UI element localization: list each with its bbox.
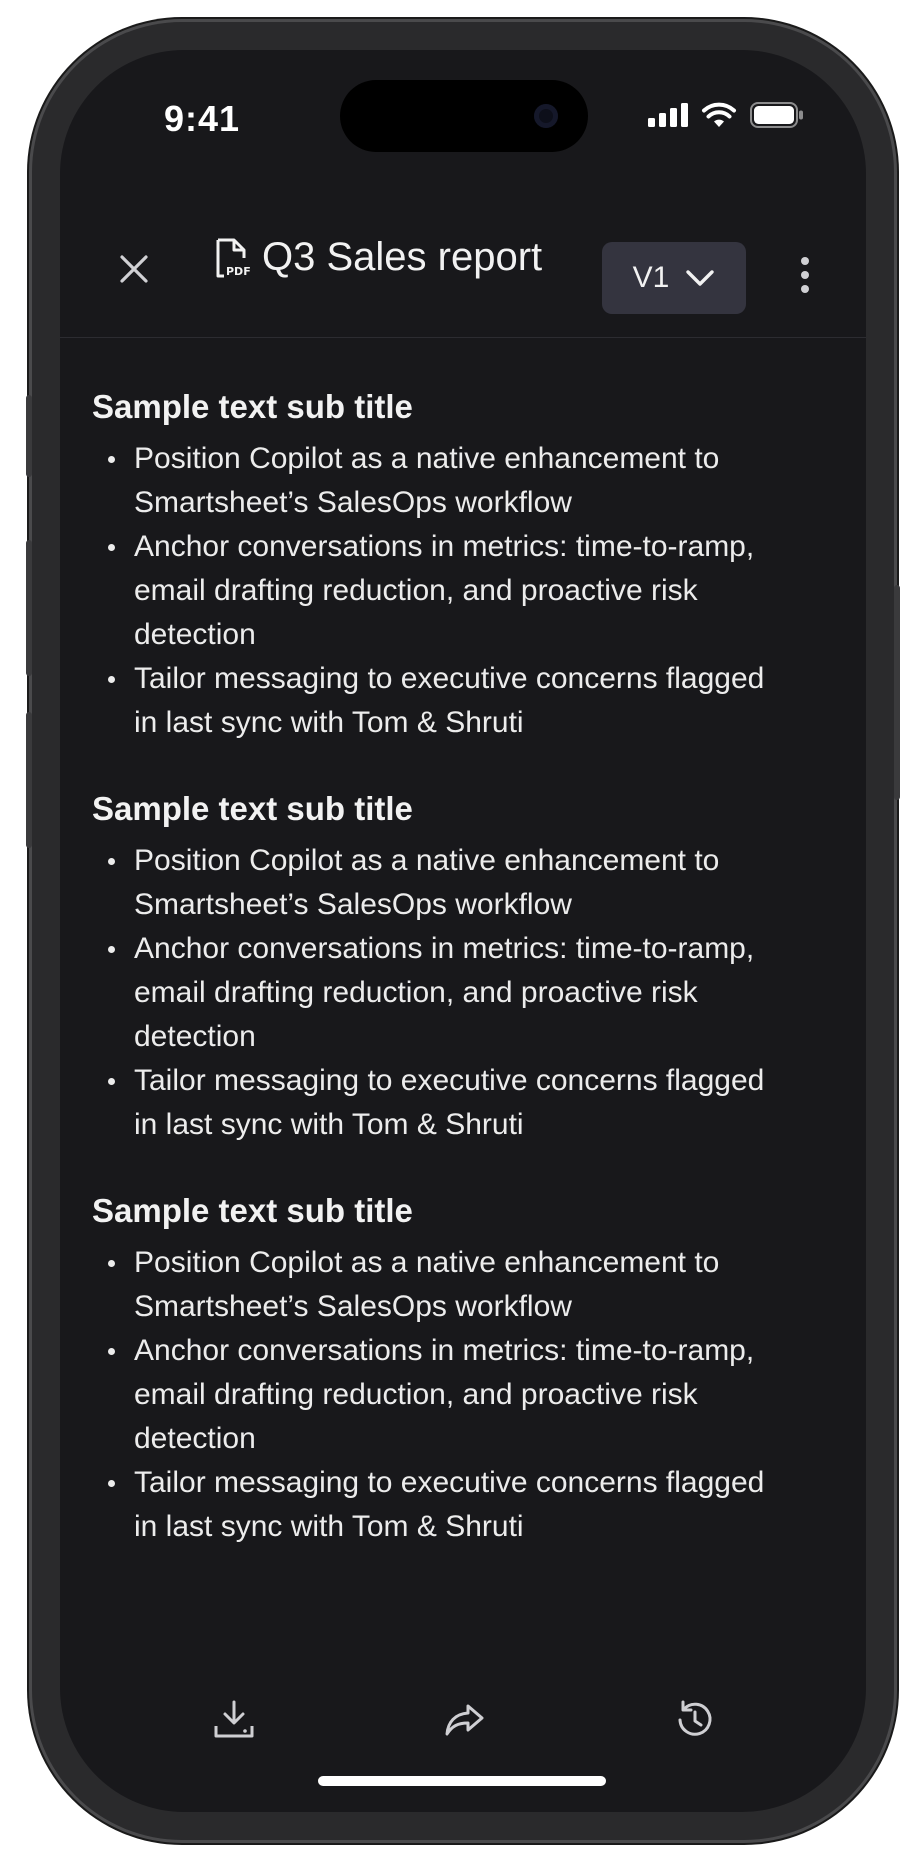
status-time: 9:41 — [164, 98, 241, 139]
content-section — [92, 385, 792, 745]
home-indicator[interactable] — [318, 1776, 606, 1786]
bullet-item: Anchor conversations in metrics: time-to-ramp, email drafting reduction, and proactive risk detection — [134, 1329, 792, 1461]
bullet-item: Position Copilot as a native enhancement to Smartsheet’s SalesOps workflow — [134, 839, 792, 927]
wifi-icon — [702, 102, 736, 128]
chevron-down-icon — [685, 269, 715, 287]
more-options-button[interactable] — [780, 245, 830, 305]
battery-icon — [750, 102, 804, 128]
version-dropdown[interactable] — [602, 242, 746, 314]
dynamic-island — [340, 80, 588, 152]
status-icons — [648, 102, 804, 128]
pdf-file-icon — [212, 238, 251, 278]
cellular-signal-icon — [648, 103, 688, 127]
action-button — [26, 395, 32, 477]
bullet-item: Anchor conversations in metrics: time-to-ramp, email drafting reduction, and proactive risk detection — [134, 927, 792, 1059]
section-title: Sample text sub title — [92, 790, 413, 827]
bullet-item: Anchor conversations in metrics: time-to-ramp, email drafting reduction, and proactive risk detection — [134, 525, 792, 657]
app-header — [60, 195, 866, 337]
download-button[interactable] — [204, 1690, 264, 1750]
screen — [60, 50, 866, 1812]
camera-icon — [534, 104, 558, 128]
close-button[interactable] — [104, 239, 164, 299]
history-button[interactable] — [664, 1690, 724, 1750]
share-icon — [442, 1698, 486, 1742]
bullet-list — [92, 1241, 792, 1549]
document-content — [92, 385, 792, 1591]
bullet-item: Tailor messaging to executive concerns flagged in last sync with Tom & Shruti — [134, 1461, 792, 1549]
document-title-group — [212, 235, 542, 280]
bullet-item: Position Copilot as a native enhancement to Smartsheet’s SalesOps workflow — [134, 1241, 792, 1329]
header-divider — [60, 337, 866, 338]
share-button[interactable] — [434, 1690, 494, 1750]
section-title: Sample text sub title — [92, 1192, 413, 1229]
bullet-list — [92, 437, 792, 745]
download-icon — [212, 1698, 256, 1742]
section-title: Sample text sub title — [92, 388, 413, 425]
history-icon — [672, 1698, 716, 1742]
version-label: V1 — [632, 261, 670, 294]
svg-text:PDF: PDF — [226, 264, 251, 278]
volume-up-button — [26, 540, 32, 676]
content-section — [92, 1189, 792, 1549]
bullet-item: Position Copilot as a native enhancement to Smartsheet’s SalesOps workflow — [134, 437, 792, 525]
bottom-toolbar — [60, 1690, 866, 1770]
bullet-item: Tailor messaging to executive concerns flagged in last sync with Tom & Shruti — [134, 1059, 792, 1147]
bullet-list — [92, 839, 792, 1147]
document-title: Q3 Sales report — [262, 235, 543, 279]
more-vertical-icon — [800, 257, 810, 293]
power-button — [894, 585, 900, 800]
volume-down-button — [26, 712, 32, 848]
close-icon — [118, 253, 150, 285]
content-section — [92, 787, 792, 1147]
bullet-item: Tailor messaging to executive concerns flagged in last sync with Tom & Shruti — [134, 657, 792, 745]
